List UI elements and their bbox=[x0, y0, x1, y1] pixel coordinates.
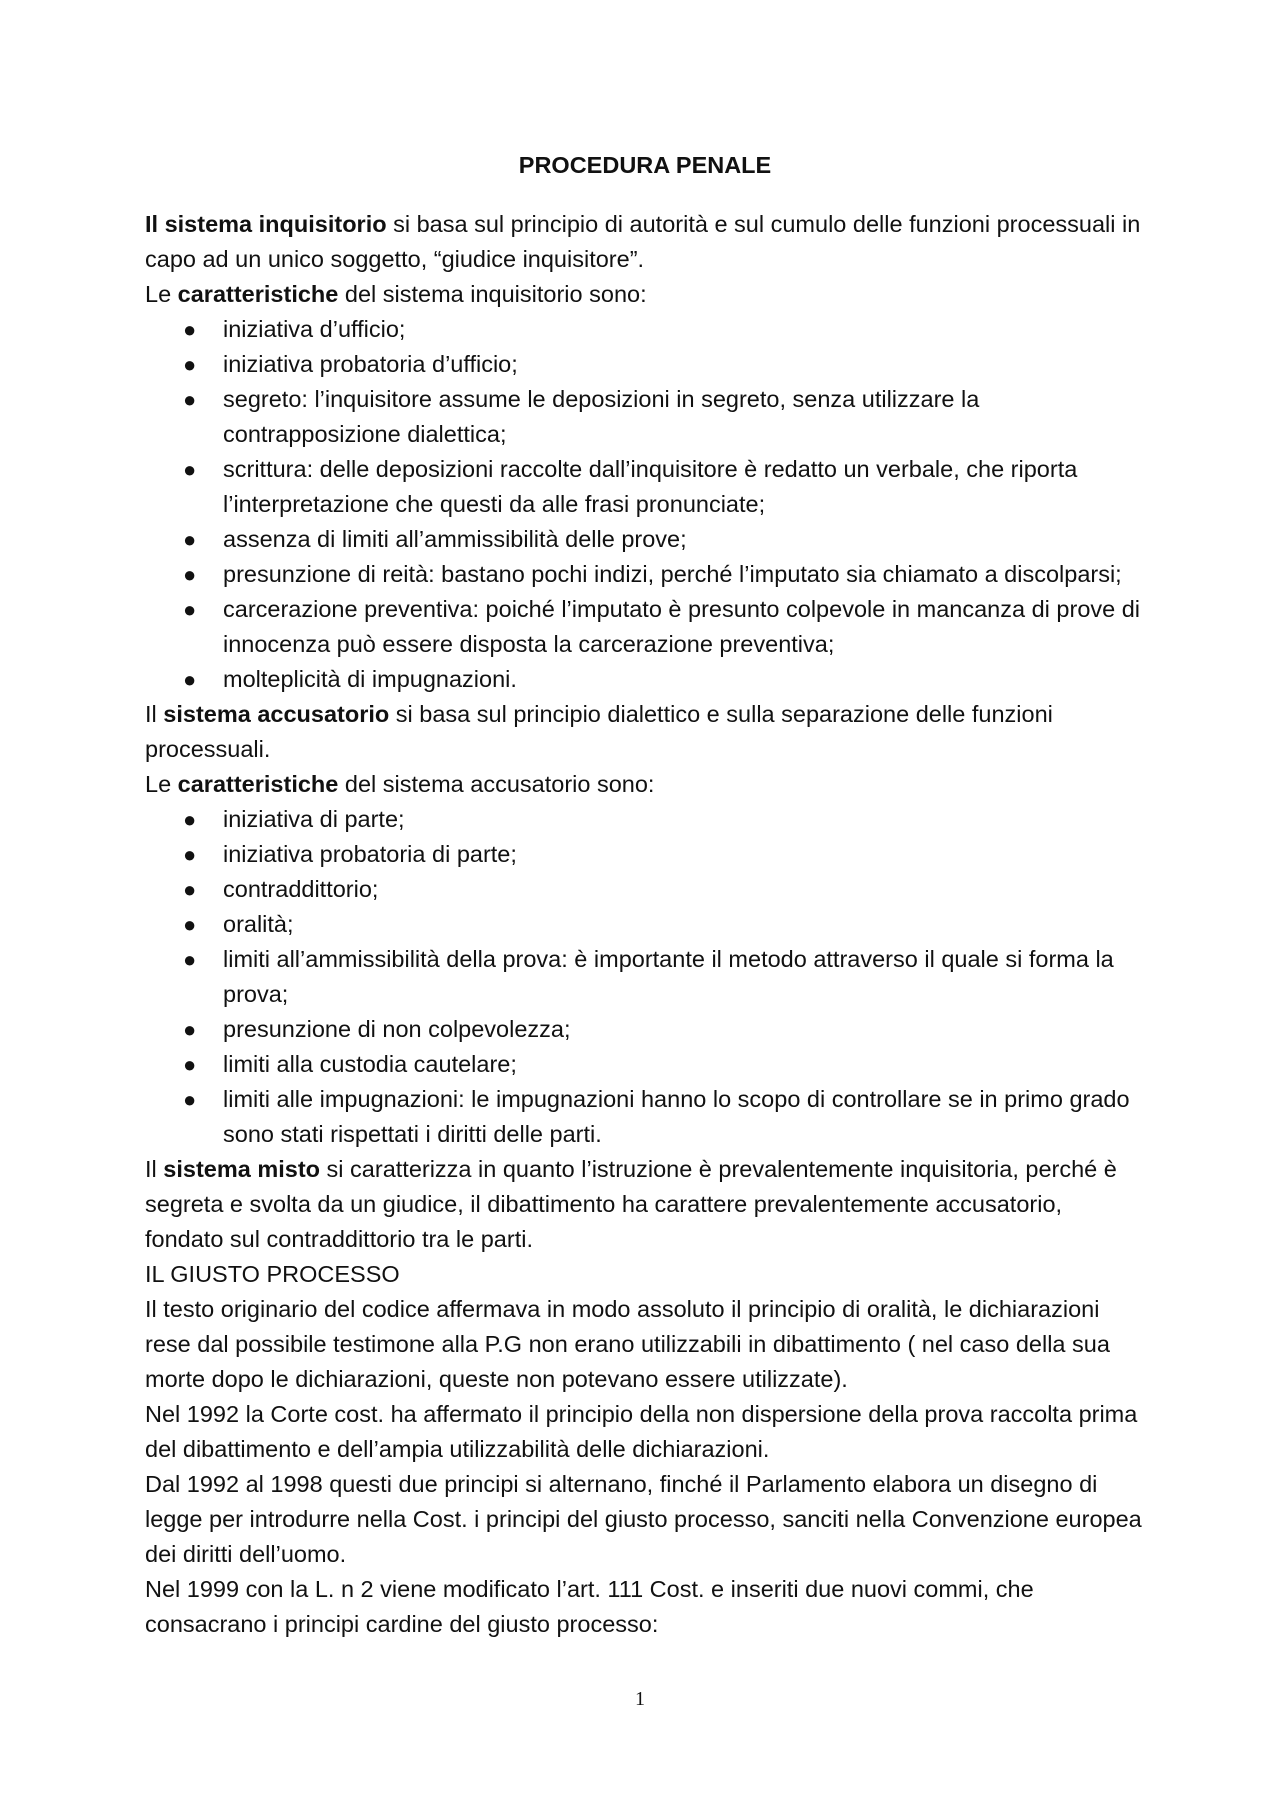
bullet-icon: ● bbox=[183, 667, 197, 692]
bullet-icon: ● bbox=[183, 947, 197, 972]
bullet-icon: ● bbox=[183, 807, 197, 832]
bullet-icon: ● bbox=[183, 457, 197, 482]
list-item: ● carcerazione preventiva: poiché l’imputato è presunto colpevole in mancanza di prove di innocenza può essere disposta la carcerazione preventiva; bbox=[145, 592, 1145, 662]
bullet-icon: ● bbox=[183, 877, 197, 902]
list-item: ● limiti alla custodia cautelare; bbox=[145, 1047, 1145, 1082]
inquisitorio-intro: Il sistema inquisitorio si basa sul principio di autorità e sul cumulo delle funzioni processuali in capo ad un unico soggetto, “giudice inquisitore”. bbox=[145, 211, 1141, 272]
list-item: ● iniziativa probatoria di parte; bbox=[145, 837, 1145, 872]
list-item: ● presunzione di reità: bastano pochi indizi, perché l’imputato sia chiamato a discolparsi; bbox=[145, 557, 1145, 592]
misto-bold-term: sistema misto bbox=[163, 1156, 321, 1182]
list-item: ● assenza di limiti all’ammissibilità delle prove; bbox=[145, 522, 1145, 557]
list-item: ● iniziativa di parte; bbox=[145, 802, 1145, 837]
list-item: ● iniziativa probatoria d’ufficio; bbox=[145, 347, 1145, 382]
list-item: ● segreto: l’inquisitore assume le deposizioni in segreto, senza utilizzare la contrapposizione dialettica; bbox=[145, 382, 1145, 452]
list-item: ● scrittura: delle deposizioni raccolte dall’inquisitore è redatto un verbale, che riporta l’interpretazione che questi da alle frasi pronunciate; bbox=[145, 452, 1145, 522]
page-number: 1 bbox=[635, 1688, 645, 1710]
bullet-icon: ● bbox=[183, 1017, 197, 1042]
paragraph: Nel 1999 con la L. n 2 viene modificato l’art. 111 Cost. e inseriti due nuovi commi, che consacrano i principi cardine del giusto processo: bbox=[145, 1576, 1034, 1637]
list-item: ● iniziativa d’ufficio; bbox=[145, 312, 1145, 347]
accusatorio-characteristics-intro: Le caratteristiche del sistema accusatorio sono: bbox=[145, 771, 655, 797]
accusatorio-intro: Il sistema accusatorio si basa sul principio dialettico e sulla separazione delle funzioni processuali. bbox=[145, 701, 1053, 762]
bullet-icon: ● bbox=[183, 317, 197, 342]
list-item: ● molteplicità di impugnazioni. bbox=[145, 662, 1145, 697]
list-item: ● contraddittorio; bbox=[145, 872, 1145, 907]
accusatorio-list bbox=[145, 802, 1145, 1152]
bullet-icon: ● bbox=[183, 352, 197, 377]
accusatorio-bold-term: sistema accusatorio bbox=[163, 701, 390, 727]
inquisitorio-list bbox=[145, 312, 1145, 697]
list-item: ● limiti all’ammissibilità della prova: è importante il metodo attraverso il quale si forma la prova; bbox=[145, 942, 1145, 1012]
page-title: PROCEDURA PENALE bbox=[518, 152, 772, 178]
bullet-icon: ● bbox=[183, 597, 197, 622]
document-body bbox=[145, 148, 1145, 1642]
inquisitorio-characteristics-intro: Le caratteristiche del sistema inquisitorio sono: bbox=[145, 281, 647, 307]
paragraph: Dal 1992 al 1998 questi due principi si alternano, finché il Parlamento elabora un disegno di legge per introdurre nella Cost. i principi del giusto processo, sanciti nella Convenzione europea dei diritti dell’uomo. bbox=[145, 1471, 1142, 1567]
paragraph: Il testo originario del codice affermava in modo assoluto il principio di oralità, le dichiarazioni rese dal possibile testimone alla P.G non erano utilizzabili in dibattimento ( nel caso della sua morte dopo le dichiarazioni, queste non potevano essere utilizzate). bbox=[145, 1296, 1110, 1392]
section-heading-giusto-processo: IL GIUSTO PROCESSO bbox=[145, 1261, 400, 1287]
bullet-icon: ● bbox=[183, 842, 197, 867]
list-item: ● limiti alle impugnazioni: le impugnazioni hanno lo scopo di controllare se in primo grado sono stati rispettati i diritti delle parti. bbox=[145, 1082, 1145, 1152]
bullet-icon: ● bbox=[183, 562, 197, 587]
bullet-icon: ● bbox=[183, 387, 197, 412]
inquisitorio-bold-term: Il sistema inquisitorio bbox=[145, 211, 387, 237]
bullet-icon: ● bbox=[183, 912, 197, 937]
list-item: ● oralità; bbox=[145, 907, 1145, 942]
paragraph: Nel 1992 la Corte cost. ha affermato il principio della non dispersione della prova raccolta prima del dibattimento e dell’ampia utilizzabilità delle dichiarazioni. bbox=[145, 1401, 1138, 1462]
bullet-icon: ● bbox=[183, 1087, 197, 1112]
bullet-icon: ● bbox=[183, 527, 197, 552]
list-item: ● presunzione di non colpevolezza; bbox=[145, 1012, 1145, 1047]
misto-paragraph: Il sistema misto si caratterizza in quanto l’istruzione è prevalentemente inquisitoria, perché è segreta e svolta da un giudice, il dibattimento ha carattere prevalentemente accusatorio, fondato sul contraddittorio tra le parti. bbox=[145, 1156, 1117, 1252]
bullet-icon: ● bbox=[183, 1052, 197, 1077]
